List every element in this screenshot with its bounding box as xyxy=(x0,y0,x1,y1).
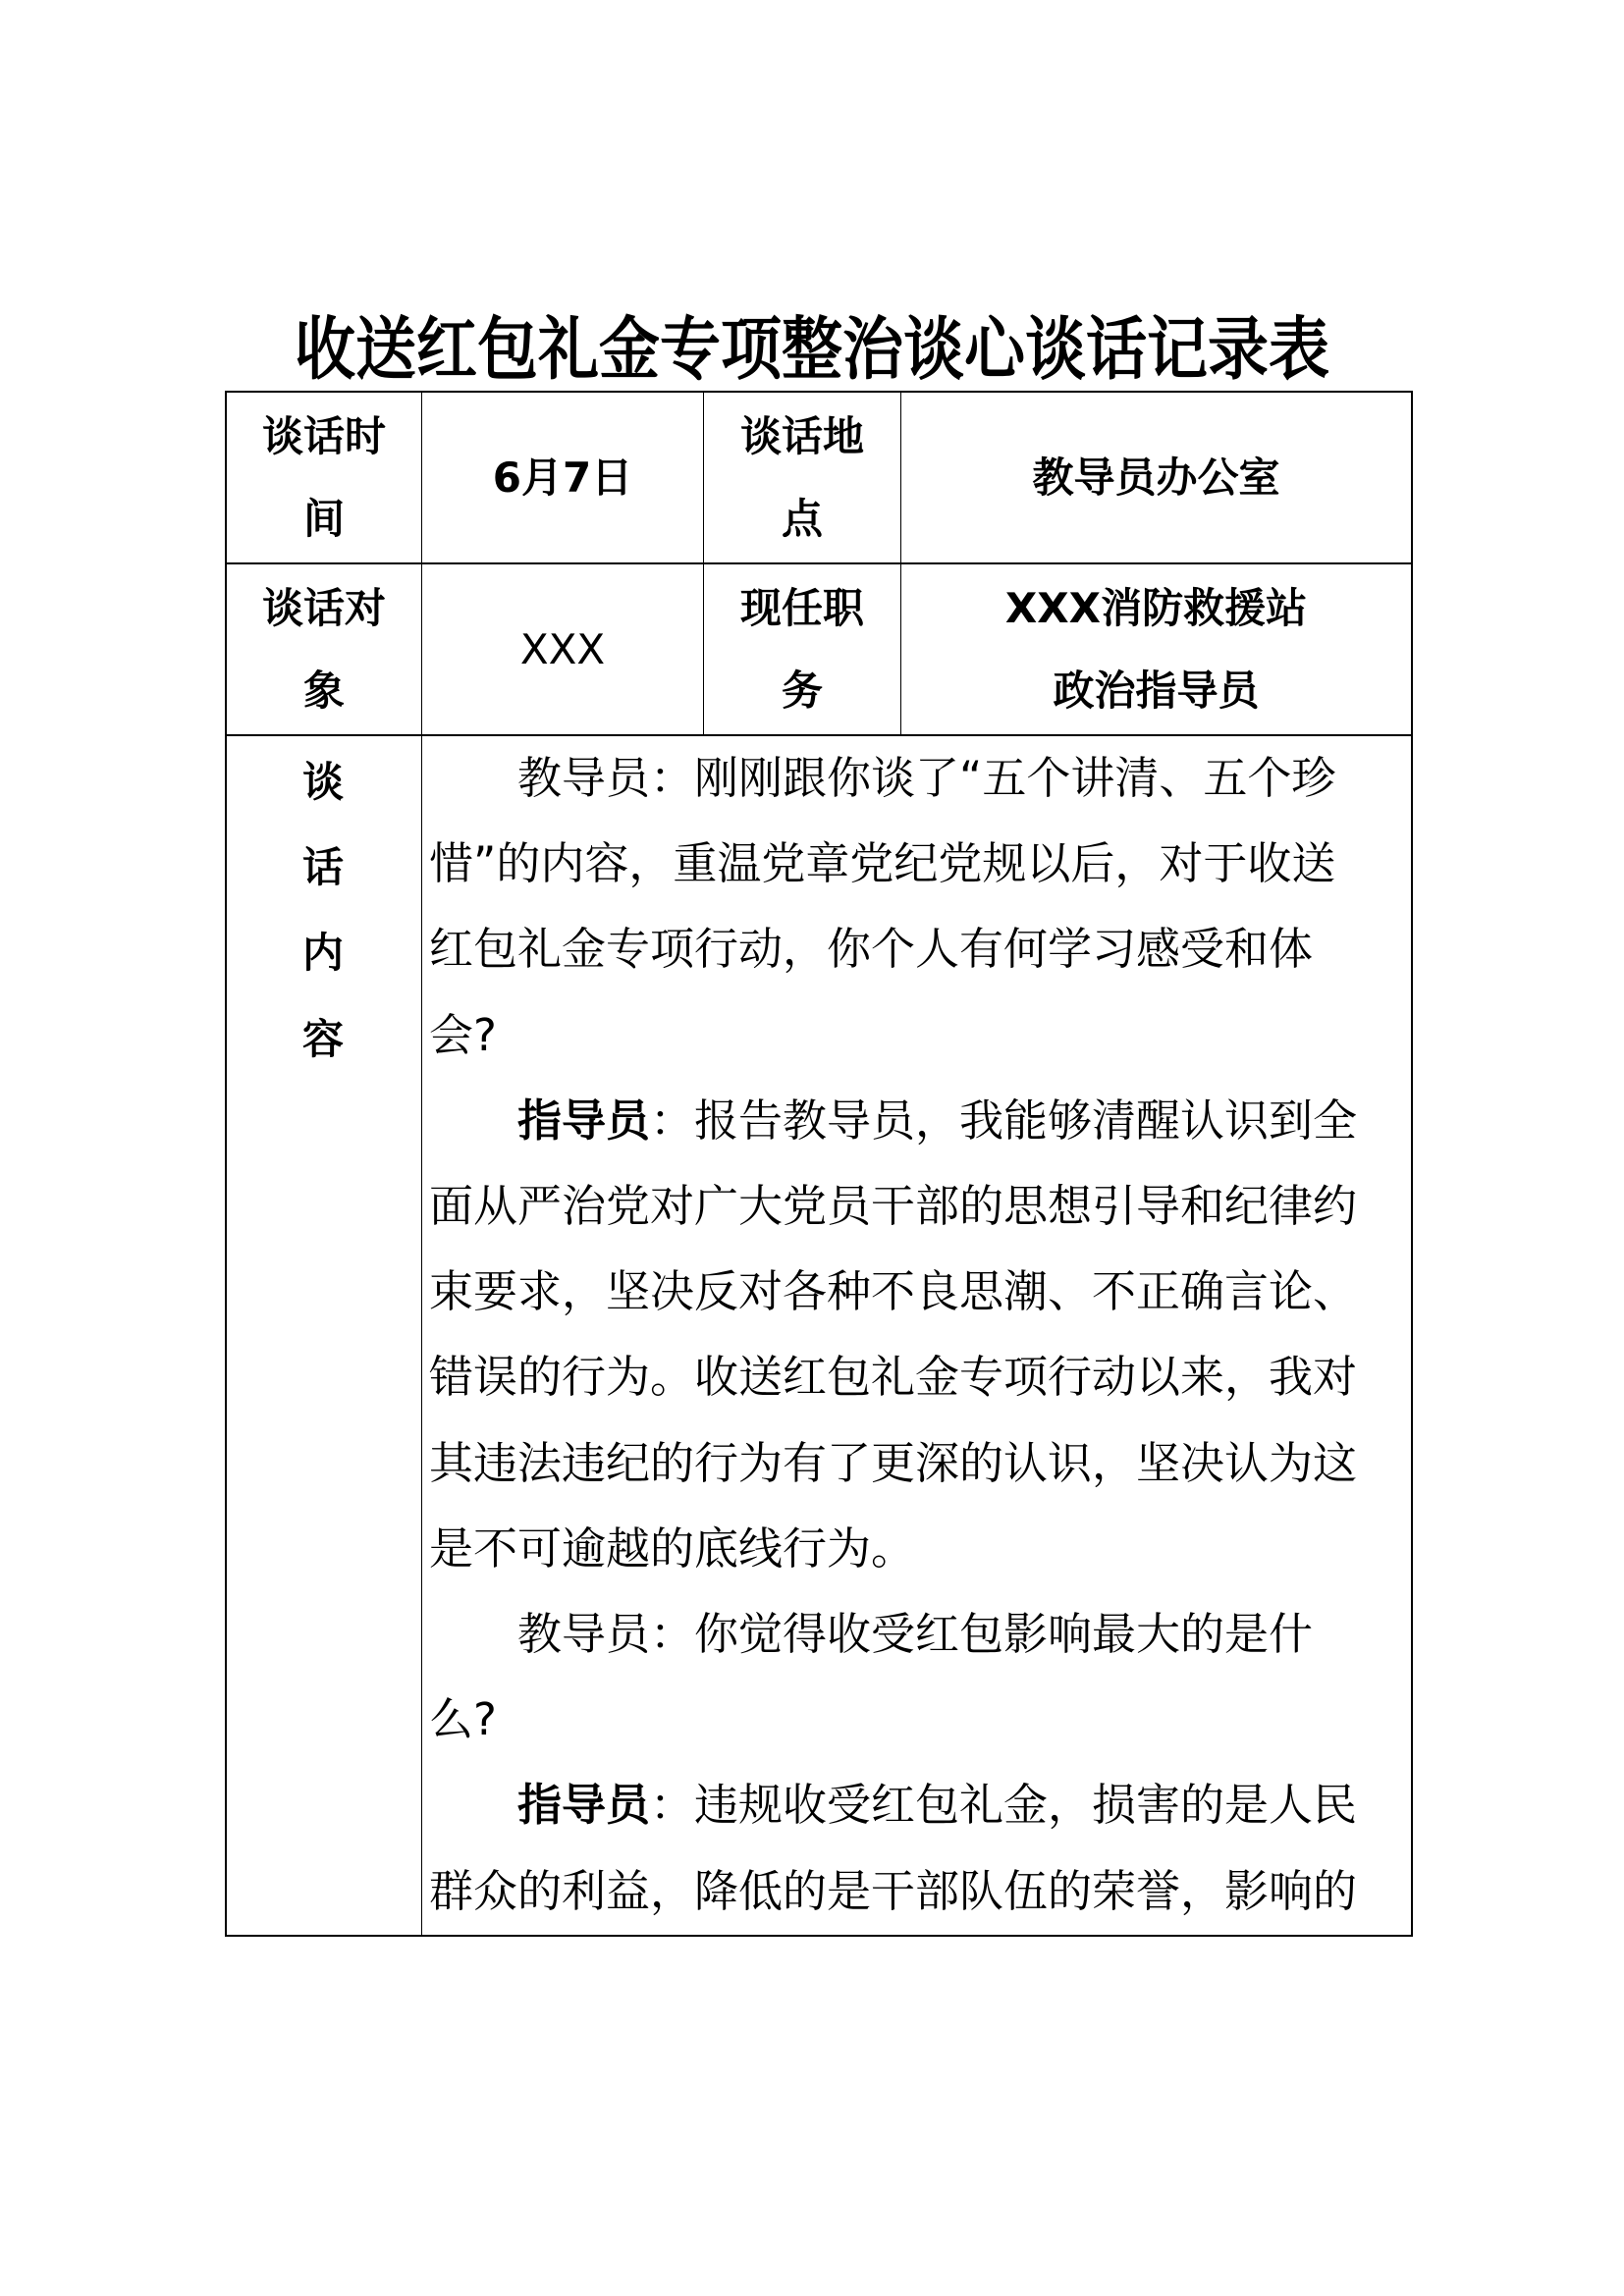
content-line xyxy=(429,1249,1357,1334)
line-text: 是不可逾越的底线行为。 xyxy=(429,1522,916,1575)
talk-subject-label xyxy=(227,564,421,734)
line-text: ：违规收受红包礼金，损害的是人民 xyxy=(650,1779,1358,1832)
talk-time-value xyxy=(422,393,703,562)
line-text: ：报告教导员，我能够清醒认识到全 xyxy=(650,1094,1358,1147)
label-line: 谈话时 xyxy=(261,411,386,460)
content-line xyxy=(429,992,497,1078)
speaker-name: 教导员 xyxy=(517,752,651,804)
content-line xyxy=(429,1848,1357,1934)
label-line: 点 xyxy=(781,494,823,543)
content-label-char: 内 xyxy=(301,929,344,978)
content-line xyxy=(429,1677,497,1762)
line-text: 面从严治党对广大党员干部的思想引导和纪律约 xyxy=(429,1180,1358,1232)
label-line: 务 xyxy=(781,666,823,715)
talk-location-value xyxy=(901,393,1411,562)
content-line xyxy=(429,1506,915,1591)
content-line xyxy=(429,1420,1357,1506)
content-label-char: 话 xyxy=(301,843,344,892)
line-text: 错误的行为。收送红包礼金专项行动以来，我对 xyxy=(429,1351,1358,1404)
content-line xyxy=(429,1334,1357,1419)
content-line xyxy=(429,906,1313,991)
content-line xyxy=(517,1762,1357,1847)
content-line xyxy=(429,821,1335,906)
line-text: 惜”的内容，重温党章党纪党规以后，对于收送 xyxy=(429,837,1336,890)
speaker-name: 指导员 xyxy=(517,1094,651,1147)
label-line: 谈话地 xyxy=(739,411,864,460)
speaker-name: 指导员 xyxy=(517,1779,651,1832)
speaker-name: 教导员 xyxy=(517,1608,651,1660)
label-line: 谈话对 xyxy=(261,583,386,632)
value-text: 6月7日 xyxy=(492,453,633,502)
content-label-char: 容 xyxy=(301,1014,344,1063)
content-line xyxy=(517,735,1335,821)
label-line: 象 xyxy=(302,666,345,715)
value-line: XXX消防救援站 xyxy=(1004,583,1308,632)
line-text: ：刚刚跟你谈了“五个讲清、五个珍 xyxy=(650,752,1336,804)
line-text: 群众的利益，降低的是干部队伍的荣誉，影响的 xyxy=(429,1864,1358,1917)
talk-location-label xyxy=(704,393,900,562)
content-label-char: 谈 xyxy=(301,758,344,806)
line-text: 会? xyxy=(429,1008,497,1061)
line-text: 红包礼金专项行动，你个人有何学习感受和体 xyxy=(429,923,1314,976)
current-position-value xyxy=(901,564,1411,734)
line-text: 么? xyxy=(429,1693,497,1746)
talk-time-label xyxy=(227,393,421,562)
line-text: 束要求，坚决反对各种不良思潮、不正确言论、 xyxy=(429,1265,1358,1318)
line-text: ：你觉得收受红包影响最大的是什 xyxy=(650,1608,1314,1660)
value-line: 政治指导员 xyxy=(1053,666,1260,715)
content-line xyxy=(517,1078,1357,1163)
line-text: 其违法违纪的行为有了更深的认识，坚决认为这 xyxy=(429,1436,1358,1489)
label-line: 现任职 xyxy=(739,583,864,632)
value-text: 教导员办公室 xyxy=(1032,453,1280,502)
document-title: 收送红包礼金专项整治谈心谈话记录表 xyxy=(294,308,1329,390)
current-position-label xyxy=(704,564,900,734)
content-line xyxy=(429,1163,1357,1249)
content-line xyxy=(517,1591,1313,1677)
value-text: XXX xyxy=(519,624,606,673)
label-line: 间 xyxy=(302,494,345,543)
talk-subject-value xyxy=(422,564,703,734)
